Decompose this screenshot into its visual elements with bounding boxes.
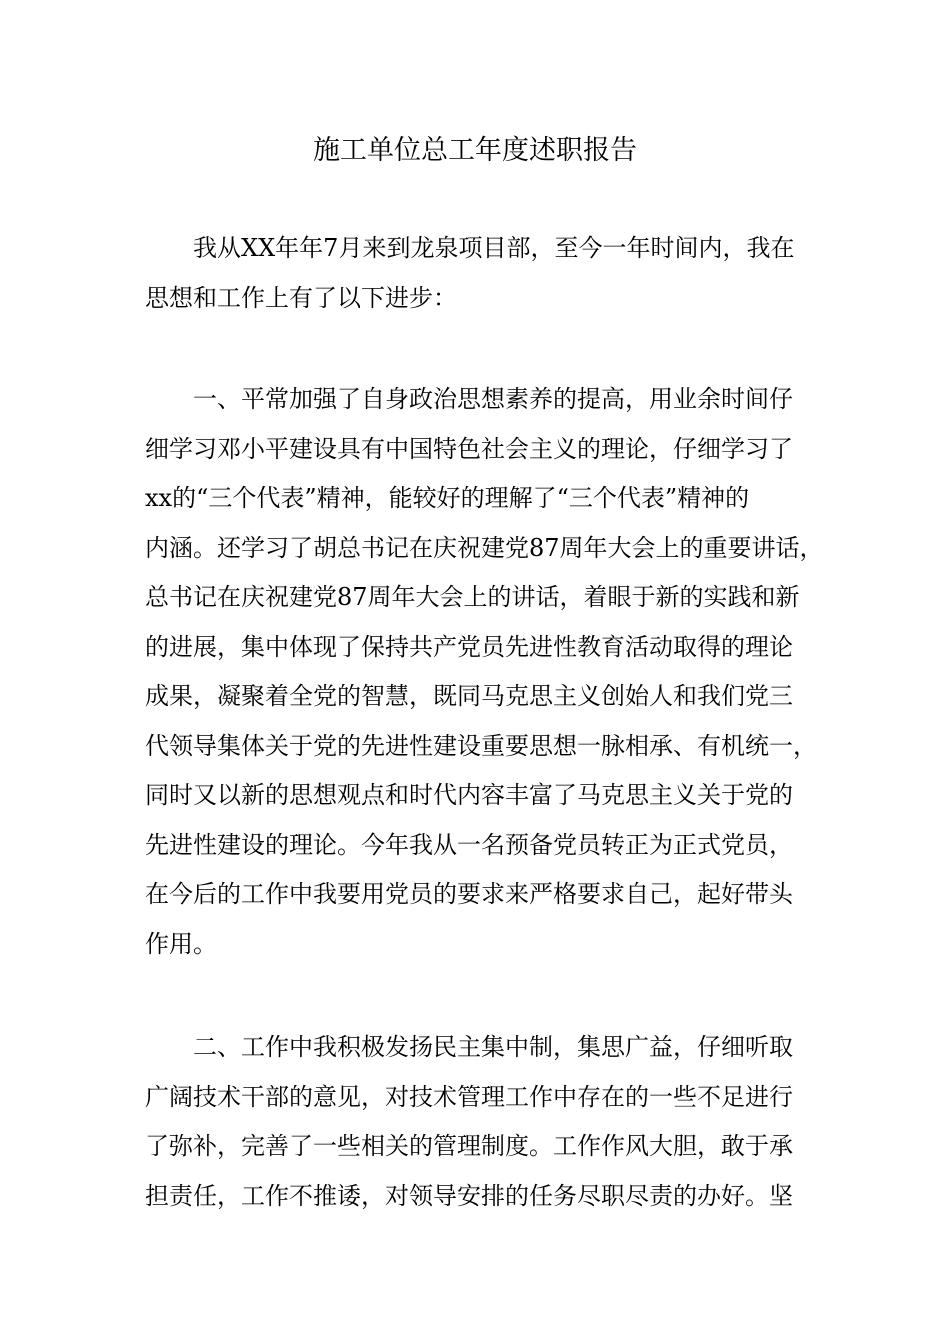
paragraph-section-two xyxy=(145,1023,815,1221)
paragraph-line: 先进性建设的理论。今年我从一名预备党员转正为正式党员， xyxy=(145,830,793,859)
paragraph-line: 在今后的工作中我要用党员的要求来严格要求自己，起好带头 xyxy=(145,880,793,908)
paragraph-line: 二、工作中我积极发扬民主集中制，集思广益，仔细听取 xyxy=(193,1033,793,1061)
paragraph-line: 细学习邓小平建设具有中国特色社会主义的理论，仔细学习了 xyxy=(145,434,793,463)
paragraph-line: 思想和工作上有了以下进步： xyxy=(145,283,457,312)
paragraph-line: 内涵。还学习了胡总书记在庆祝建党87周年大会上的重要讲话， xyxy=(145,533,824,562)
paragraph-line: 成果，凝聚着全党的智慧，既同马克思主义创始人和我们党三 xyxy=(145,682,793,710)
paragraph-section-one xyxy=(145,375,824,969)
paragraph-line: 总书记在庆祝建党87周年大会上的讲话，着眼于新的实践和新 xyxy=(145,583,800,611)
paragraph-line: 担责任，工作不推诿，对领导安排的任务尽职尽责的办好。坚 xyxy=(145,1181,793,1210)
paragraph-line: xx的“三个代表”精神，能较好的理解了“三个代表”精神的 xyxy=(145,484,750,512)
document-title: 施工单位总工年度述职报告 xyxy=(313,135,637,166)
paragraph-line: 的进展，集中体现了保持共产党员先进性教育活动取得的理论 xyxy=(145,632,793,661)
paragraph-line: 代领导集体关于党的先进性建设重要思想一脉相承、有机统一， xyxy=(145,731,817,760)
paragraph-line: 同时又以新的思想观点和时代内容丰富了马克思主义关于党的 xyxy=(145,781,793,809)
paragraph-line: 作用。 xyxy=(145,929,217,958)
paragraph-line: 一、平常加强了自身政治思想素养的提高，用业余时间仔 xyxy=(193,385,793,413)
paragraph-line: 广阔技术干部的意见，对技术管理工作中存在的一些不足进行 xyxy=(145,1082,793,1111)
paragraph-intro xyxy=(145,224,815,323)
paragraph-line: 我从XX年年7月来到龙泉项目部，至今一年时间内，我在 xyxy=(193,234,795,262)
paragraph-line: 了弥补，完善了一些相关的管理制度。工作作风大胆，敢于承 xyxy=(145,1132,793,1160)
